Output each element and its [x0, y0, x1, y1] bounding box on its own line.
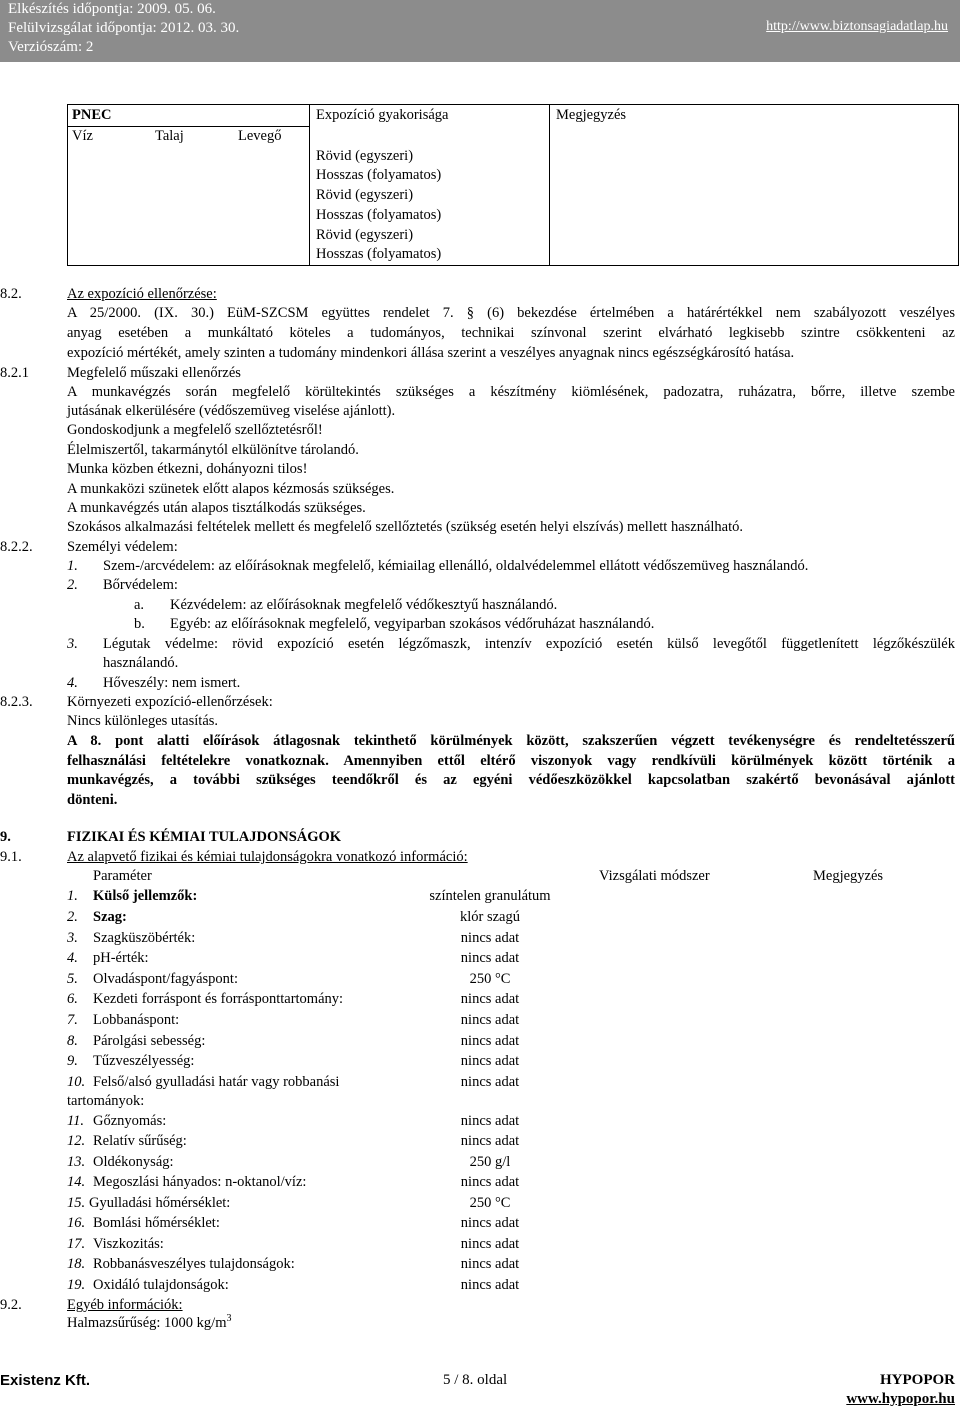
property-name-continued: tartományok: — [67, 1093, 145, 1109]
list-letter: a. — [134, 597, 145, 613]
property-name: Lobbanáspont: — [93, 1012, 180, 1028]
property-number: 1. — [67, 888, 78, 904]
paragraph-line: A munkavégzés során megfelelő körültekintés szükséges a készítmény kiömlésének, padozatra, ruházatra, bőrre, illetve szembe — [67, 384, 955, 400]
paragraph-line: Nincs különleges utasítás. — [67, 713, 219, 729]
property-value: nincs adat — [460, 1277, 520, 1293]
property-number: 12. — [67, 1133, 86, 1149]
property-value: 250 °C — [469, 1195, 511, 1211]
property-value: 250 g/l — [469, 1154, 511, 1170]
section-number: 9. — [0, 829, 11, 845]
property-name: Olvadáspont/fagyáspont: — [93, 971, 238, 987]
paragraph-line: A 25/2000. (IX. 30.) EüM-SZCSM együttes rendelet 7. § (6) bekezdése értelmében a határértékkel nem szabályozott veszélyes — [67, 305, 955, 321]
pnec-col-frequency: Expozíció gyakorisága — [316, 107, 449, 123]
list-number: 1. — [67, 558, 78, 574]
property-value: nincs adat — [460, 1236, 520, 1252]
pnec-table — [67, 104, 959, 266]
property-name: Megoszlási hányados: n-oktanol/víz: — [93, 1174, 307, 1190]
created-date: Elkészítés időpontja: 2009. 05. 06. — [8, 1, 216, 17]
property-number: 8. — [67, 1033, 78, 1049]
property-name: Oldékonyság: — [93, 1154, 174, 1170]
property-name: Kezdeti forráspont és forrásponttartomány: — [93, 991, 344, 1007]
property-number: 4. — [67, 950, 78, 966]
column-header-parameter: Paraméter — [93, 868, 152, 884]
list-item: Hőveszély: nem ismert. — [103, 675, 241, 691]
paragraph-line: Élelmiszertől, takarmánytól elkülönítve tárolandó. — [67, 442, 359, 458]
property-name: Felső/alsó gyulladási határ vagy robbanási — [93, 1074, 340, 1090]
section-title: Megfelelő műszaki ellenőrzés — [67, 365, 241, 381]
bold-paragraph-line: A 8. pont alatti előírások átlagosnak tekinthető körülmények között, szakszerűen végzett tevékenységre és rendeltetésszerű — [67, 733, 955, 749]
header-link[interactable]: http://www.biztonsagiadatlap.hu — [766, 19, 948, 34]
property-name: Külső jellemzők: — [93, 888, 198, 904]
pnec-col-air: Levegő — [238, 128, 282, 144]
list-item: Egyéb: az előírásoknak megfelelő, vegyiparban szokásos védőruházat használandó. — [170, 616, 655, 632]
property-value: nincs adat — [460, 1256, 520, 1272]
property-name: Szagküszöbérték: — [93, 930, 196, 946]
paragraph-line: jutásának elkerülésére (védőszemüveg viselése ajánlott). — [67, 403, 396, 419]
section-number: 8.2.3. — [0, 694, 33, 710]
section-number: 9.2. — [0, 1297, 22, 1313]
property-number: 11. — [67, 1113, 85, 1129]
paragraph-line: Munka közben étkezni, dohányozni tilos! — [67, 461, 308, 477]
column-header-note: Megjegyzés — [813, 868, 884, 884]
list-number: 3. — [67, 636, 78, 652]
property-value: nincs adat — [460, 950, 520, 966]
pnec-row: Hosszas (folyamatos) — [316, 246, 442, 262]
paragraph-line: Gondoskodjunk a megfelelő szellőztetésről! — [67, 422, 323, 438]
property-number: 7. — [67, 1012, 78, 1028]
property-value: nincs adat — [460, 1033, 520, 1049]
property-name: Párolgási sebesség: — [93, 1033, 206, 1049]
list-number: 2. — [67, 577, 78, 593]
section-title: FIZIKAI ÉS KÉMIAI TULAJDONSÁGOK — [67, 829, 342, 845]
property-number: 9. — [67, 1053, 78, 1069]
property-value: nincs adat — [460, 1012, 520, 1028]
bulk-density — [67, 1313, 231, 1332]
list-item: Szem-/arcvédelem: az előírásoknak megfelelő, kémiailag ellenálló, oldalvédelemmel ellátott védőszemüveg használandó. — [103, 558, 809, 574]
footer-website-link[interactable]: www.hypopor.hu — [846, 1391, 955, 1407]
footer-company: Existenz Kft. — [0, 1372, 91, 1389]
review-date: Felülvizsgálat időpontja: 2012. 03. 30. — [8, 20, 240, 36]
property-number: 6. — [67, 991, 78, 1007]
pnec-col-soil: Talaj — [155, 128, 184, 144]
property-value: színtelen granulátum — [429, 888, 551, 904]
section-number: 8.2.1 — [0, 365, 29, 381]
footer-brand: HYPOPOR — [880, 1372, 955, 1388]
property-value: nincs adat — [460, 1215, 520, 1231]
property-value: nincs adat — [460, 1133, 520, 1149]
paragraph-line: anyag esetében a munkáltató köteles a tudományos, technikai színvonal szerint elvárható legkisebb szintre csökkenteni az — [67, 325, 955, 341]
property-value: 250 °C — [469, 971, 511, 987]
property-number: 10. — [67, 1074, 86, 1090]
property-name: Bomlási hőmérséklet: — [93, 1215, 220, 1231]
list-number: 4. — [67, 675, 78, 691]
pnec-row: Rövid (egyszeri) — [316, 148, 414, 164]
property-value: nincs adat — [460, 1174, 520, 1190]
bulk-density-text: Halmazsűrűség: 1000 kg/m — [67, 1314, 227, 1331]
pnec-row: Rövid (egyszeri) — [316, 187, 414, 203]
bulk-density-exponent: 3 — [226, 1313, 232, 1324]
property-number: 19. — [67, 1277, 86, 1293]
property-number: 15. — [67, 1195, 86, 1211]
property-name: Gőznyomás: — [93, 1113, 167, 1129]
bold-paragraph-line: felhasználási feltételekre vonatkoznak. Amennyiben ettől eltérő viszonyok vagy rendkívüli körülmények között történik a — [67, 753, 955, 769]
pnec-col-note: Megjegyzés — [556, 107, 627, 123]
list-item: használandó. — [103, 655, 179, 671]
property-number: 3. — [67, 930, 78, 946]
property-name: Robbanásveszélyes tulajdonságok: — [93, 1256, 295, 1272]
property-number: 5. — [67, 971, 78, 987]
property-number: 18. — [67, 1256, 86, 1272]
property-name: Szag: — [93, 909, 127, 925]
property-name: Gyulladási hőmérséklet: — [89, 1195, 231, 1211]
section-number: 8.2. — [0, 286, 22, 302]
paragraph-line: Szokásos alkalmazási feltételek mellett és megfelelő szellőztetés (szükség esetén helyi elszívás) mellett használható. — [67, 519, 744, 535]
section-title: Környezeti expozíció-ellenőrzések: — [67, 694, 273, 710]
property-name: pH-érték: — [93, 950, 149, 966]
pnec-col-water: Víz — [72, 128, 93, 144]
property-value: nincs adat — [460, 991, 520, 1007]
bold-paragraph-line: munkavégzés, a további szükséges teendőkről és az egyéni védőeszközökkel kapcsolatban szakértő bevonásával ajánlott — [67, 772, 955, 788]
section-title: Egyéb információk: — [67, 1297, 183, 1313]
column-header-method: Vizsgálati módszer — [599, 868, 710, 884]
list-letter: b. — [134, 616, 145, 632]
footer-page-number: 5 / 8. oldal — [443, 1372, 508, 1388]
property-value: nincs adat — [460, 1053, 520, 1069]
property-number: 2. — [67, 909, 78, 925]
property-name: Oxidáló tulajdonságok: — [93, 1277, 229, 1293]
pnec-row: Hosszas (folyamatos) — [316, 207, 442, 223]
property-number: 16. — [67, 1215, 86, 1231]
property-value: nincs adat — [460, 930, 520, 946]
property-name: Tűzveszélyesség: — [93, 1053, 195, 1069]
property-number: 17. — [67, 1236, 86, 1252]
property-value: nincs adat — [460, 1113, 520, 1129]
list-item: Kézvédelem: az előírásoknak megfelelő védőkesztyű használandó. — [170, 597, 558, 613]
paragraph-line: A munkavégzés után alapos tisztálkodás szükséges. — [67, 500, 366, 516]
pnec-title: PNEC — [72, 107, 112, 123]
section-number: 9.1. — [0, 849, 22, 865]
property-name: Relatív sűrűség: — [93, 1133, 187, 1149]
property-value: nincs adat — [460, 1074, 520, 1090]
pnec-row: Rövid (egyszeri) — [316, 227, 414, 243]
property-number: 14. — [67, 1174, 86, 1190]
section-number: 8.2.2. — [0, 539, 33, 555]
list-item: Bőrvédelem: — [103, 577, 178, 593]
property-value: klór szagú — [460, 909, 520, 925]
document-header — [0, 0, 960, 62]
paragraph-line: A munkaközi szünetek előtt alapos kézmosás szükséges. — [67, 481, 395, 497]
property-number: 13. — [67, 1154, 86, 1170]
section-title: Az alapvető fizikai és kémiai tulajdonságokra vonatkozó információ: — [67, 849, 468, 865]
section-title: Személyi védelem: — [67, 539, 178, 555]
list-item: Légutak védelme: rövid expozíció esetén légzőmaszk, intenzív expozíció esetén külső levegőtől független​ített légzőkészülék — [103, 636, 955, 652]
pnec-row: Hosszas (folyamatos) — [316, 167, 442, 183]
paragraph-line: expozíció mértékét, amely szinten a tudomány mindenkori állása szerint a veszélyes anyagnak nincs egészségkárosító hatása. — [67, 345, 795, 361]
property-name: Viszkozitás: — [93, 1236, 164, 1252]
version-number: Verziószám: 2 — [8, 39, 94, 55]
bold-paragraph-line: dönteni. — [67, 792, 118, 808]
section-title: Az expozíció ellenőrzése: — [67, 286, 217, 302]
